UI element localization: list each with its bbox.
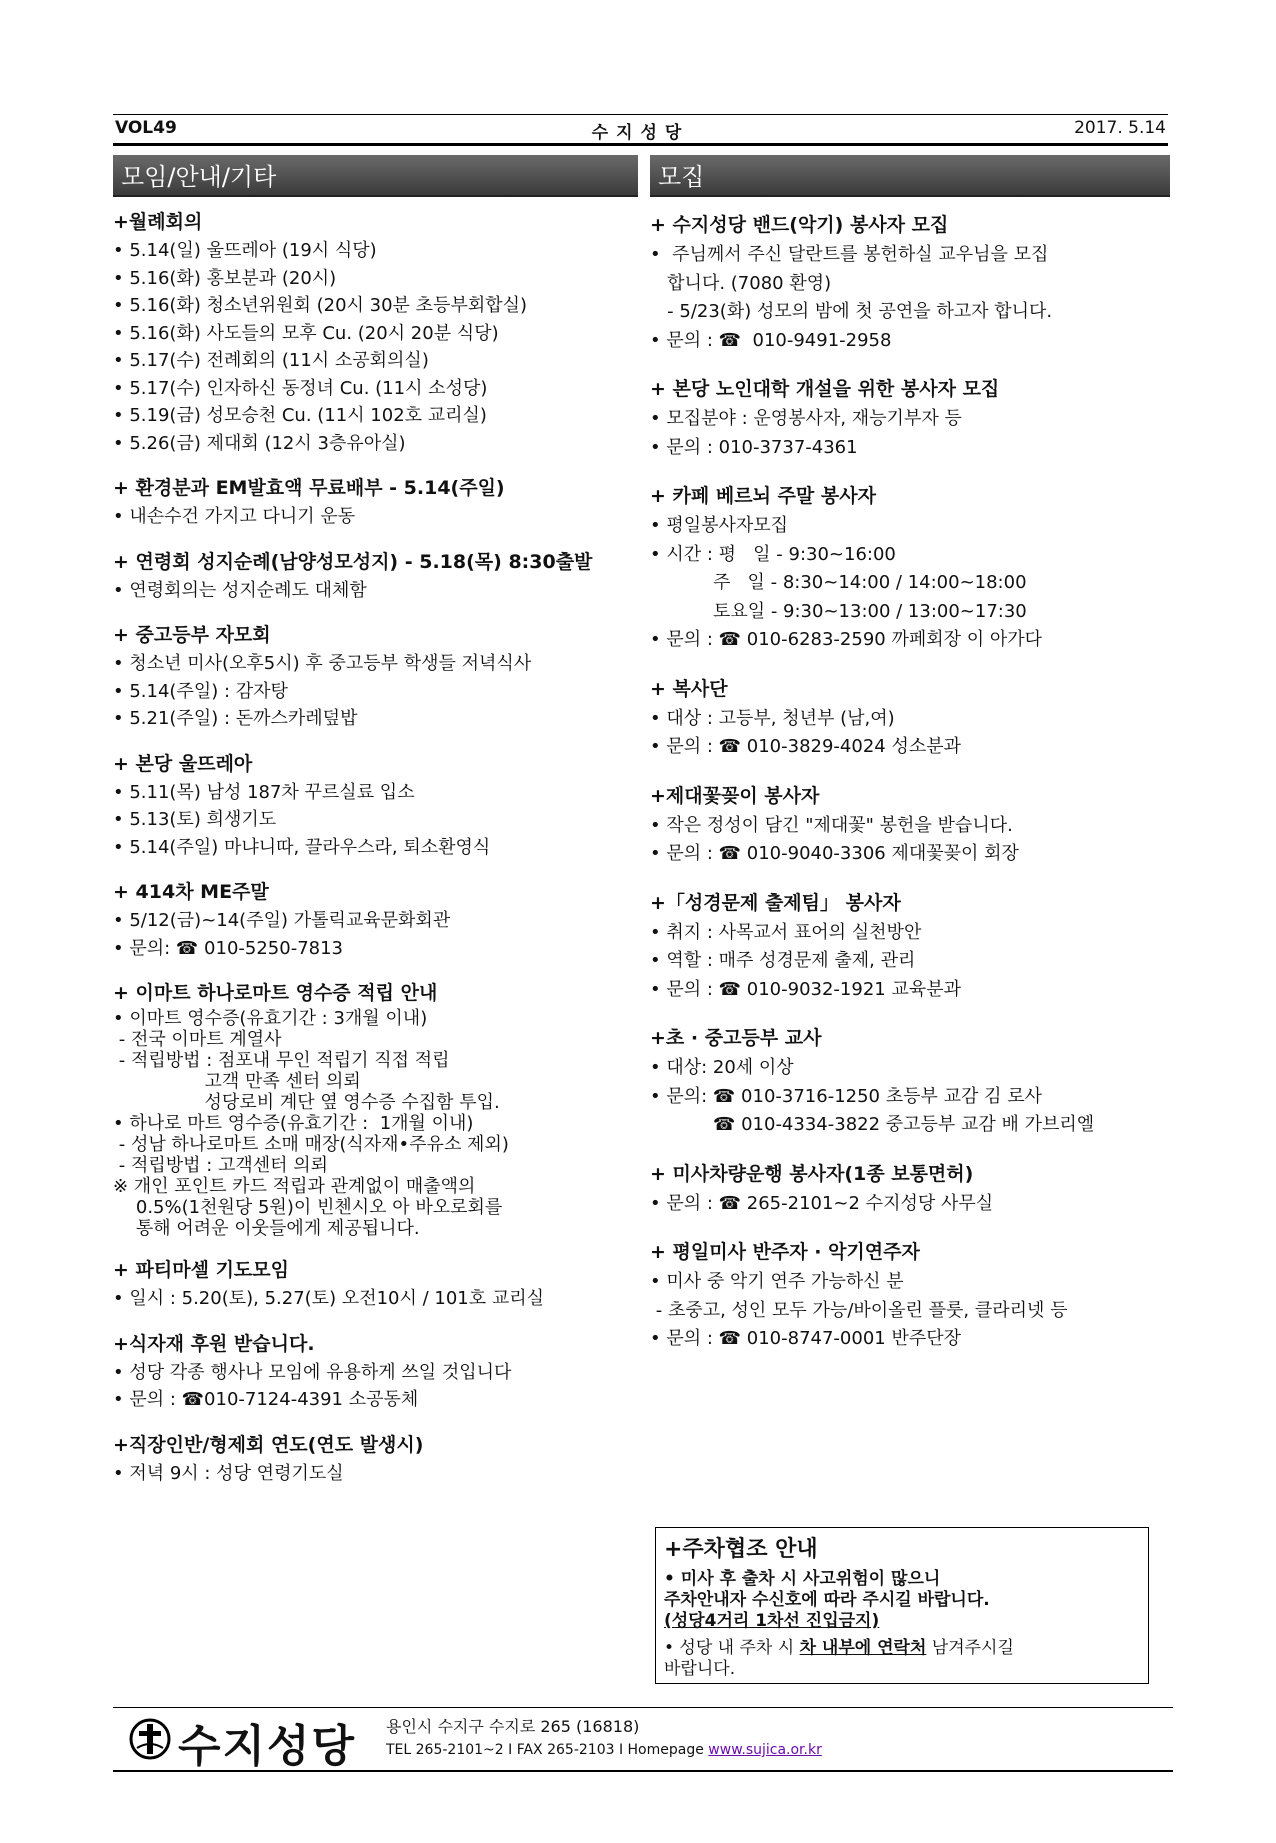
left-column-body — [113, 207, 638, 1487]
section-item: • 5.13(토) 희생기도 — [113, 809, 277, 830]
announcement-section — [113, 473, 638, 531]
section-title: + 카페 베르뇌 주말 봉사자 — [650, 485, 876, 507]
section-title: + 본당 노인대학 개설을 위한 봉사자 모집 — [650, 378, 1000, 400]
section-item: • 5.19(금) 성모승천 Cu. (11시 102호 교리실) — [113, 405, 487, 426]
section-item: 합니다. (7080 환영) — [650, 272, 832, 294]
announcement-section — [113, 978, 638, 1239]
church-address: 용인시 수지구 수지로 265 (16818) — [386, 1717, 640, 1736]
notice-text: 남겨주시길 — [926, 1638, 1014, 1658]
section-banner-recruitment: 모집 — [650, 155, 1170, 197]
section-item: • 5.17(수) 인자하신 동정녀 Cu. (11시 소성당) — [113, 377, 488, 399]
right-column-body — [650, 209, 1170, 1354]
section-item: • 5.16(화) 청소년위원회 (20시 30분 초등부회합실) — [113, 295, 528, 316]
section-item: • 문의 : ☎ 010-8747-0001 반주단장 — [650, 1328, 962, 1349]
section-title: + 평일미사 반주자 · 악기연주자 — [650, 1241, 920, 1263]
section-item: 고객 만족 센터 의뢰 — [113, 1071, 361, 1092]
announcement-section — [650, 887, 1170, 1005]
section-item: • 시간 : 평 일 - 9:30~16:00 — [650, 543, 896, 565]
section-item: • 5.26(금) 제대회 (12시 3층유아실) — [113, 432, 406, 454]
section-title: + 복사단 — [650, 677, 728, 700]
section-item: • 5.16(화) 홍보분과 (20시) — [113, 267, 337, 289]
section-item: - 초중고, 성인 모두 가능/바이올린 플룻, 클라리넷 등 — [650, 1299, 1068, 1321]
section-item: • 5.14(주일) : 감자탕 — [113, 680, 288, 702]
announcement-section — [113, 877, 638, 962]
section-item: - 5/23(화) 성모의 밤에 첫 공연을 하고자 합니다. — [650, 301, 1053, 322]
announcement-section — [113, 1329, 638, 1414]
church-logo-icon — [129, 1718, 171, 1760]
section-item: • 역할 : 매주 성경문제 출제, 관리 — [650, 950, 916, 971]
notice-line: (성당4거리 1차선 진입금지) — [664, 1611, 880, 1631]
right-column — [650, 155, 1170, 1354]
volume-label: VOL49 — [115, 118, 177, 138]
church-name-logo: 수지성당 — [178, 1721, 357, 1772]
parking-notice-title: +주차협조 안내 — [664, 1537, 818, 1562]
section-item: - 성남 하나로마트 소매 매장(식자재•주유소 제외) — [113, 1134, 509, 1155]
homepage-link[interactable]: www.sujica.or.kr — [708, 1742, 822, 1758]
section-item: - 전국 이마트 계열사 — [113, 1029, 282, 1050]
section-title: + 연령회 성지순례(남양성모성지) - 5.18(목) 8:30출발 — [113, 550, 593, 573]
section-title: +식자재 후원 받습니다. — [113, 1332, 315, 1355]
notice-line: 바랍니다. — [664, 1659, 736, 1679]
announcement-section — [113, 620, 638, 733]
announcement-section — [650, 1022, 1170, 1140]
announcement-section — [113, 1430, 638, 1488]
section-item: • 5.14(주일) 마냐니따, 끌라우스라, 퇴소환영식 — [113, 836, 491, 858]
contact-text: TEL 265-2101~2 I FAX 265-2103 I Homepage — [386, 1742, 709, 1758]
section-item: • 5.11(목) 남성 187차 꾸르실료 입소 — [113, 781, 415, 803]
section-item: 통해 어려운 이웃들에게 제공됩니다. — [113, 1218, 420, 1239]
section-title: + 수지성당 밴드(악기) 봉사자 모집 — [650, 214, 949, 236]
section-item: • 일시 : 5.20(토), 5.27(토) 오전10시 / 101호 교리실 — [113, 1288, 545, 1309]
section-item: • 문의: ☎ 010-3716-1250 초등부 교감 김 로사 — [650, 1085, 1042, 1107]
section-item: • 이마트 영수증(유효기간 : 3개월 이내) — [113, 1008, 428, 1029]
section-title: + 본당 울뜨레아 — [113, 752, 253, 775]
section-item: 토요일 - 9:30~13:00 / 13:00~17:30 — [650, 600, 1027, 622]
section-item: • 5/12(금)~14(주일) 가톨릭교육문화회관 — [113, 910, 451, 931]
section-title: + 파티마셀 기도모임 — [113, 1259, 289, 1281]
section-title: +「성경문제 출제팀」 봉사자 — [650, 891, 901, 914]
section-item: • 대상 : 고등부, 청년부 (남,여) — [650, 707, 895, 729]
section-item: • 취지 : 사목교서 표어의 실천방안 — [650, 921, 922, 943]
section-item: • 청소년 미사(오후5시) 후 중고등부 학생들 저녁식사 — [113, 653, 532, 674]
section-title: +직장인반/형제회 연도(연도 발생시) — [113, 1433, 424, 1456]
section-item: • 5.16(화) 사도들의 모후 Cu. (20시 20분 식당) — [113, 322, 499, 344]
notice-line: 주차안내자 수신호에 따라 주시길 바랍니다. — [664, 1590, 990, 1610]
notice-line: • 미사 후 출차 시 사고위험이 많으니 — [664, 1569, 941, 1589]
church-contact — [386, 1742, 822, 1758]
parking-notice-box — [655, 1527, 1149, 1684]
section-title: + 중고등부 자모회 — [113, 624, 271, 646]
bulletin-title: 수지성당 — [591, 123, 690, 143]
section-item: • 문의: ☎ 010-5250-7813 — [113, 937, 344, 959]
section-item: ☎ 010-4334-3822 중고등부 교감 배 가브리엘 — [650, 1114, 1095, 1135]
announcement-section — [113, 207, 638, 457]
section-item: 주 일 - 8:30~14:00 / 14:00~18:00 — [650, 572, 1027, 593]
page-footer — [113, 1707, 1173, 1772]
section-item: • 평일봉사자모집 — [650, 515, 789, 536]
section-item: - 적립방법 : 점포내 무인 적립기 직접 적립 — [113, 1050, 450, 1071]
notice-emphasis: 차 내부에 연락처 — [799, 1638, 927, 1658]
announcement-section — [113, 1255, 638, 1313]
section-item: • 문의 : ☎ 010-9491-2958 — [650, 329, 892, 351]
announcement-section — [650, 673, 1170, 762]
section-item: • 문의 : ☎010-7124-4391 소공동체 — [113, 1389, 419, 1410]
announcement-section — [650, 373, 1170, 462]
announcement-section — [113, 749, 638, 862]
section-item: • 문의 : ☎ 010-9040-3306 제대꽃꽂이 회장 — [650, 843, 1019, 864]
section-item: 성당로비 계단 옆 영수증 수집함 투입. — [113, 1092, 500, 1113]
section-banner-meetings: 모임/안내/기타 — [113, 155, 638, 197]
section-item: - 적립방법 : 고객센터 의뢰 — [113, 1155, 329, 1176]
section-item: • 문의 : ☎ 010-3829-4024 성소분과 — [650, 736, 962, 757]
section-item: • 하나로 마트 영수증(유효기간 : 1개월 이내) — [113, 1113, 474, 1134]
section-title: + 미사차량운행 봉사자(1종 보통면허) — [650, 1162, 974, 1185]
announcement-section — [650, 1236, 1170, 1354]
announcement-section — [650, 209, 1170, 355]
page-header — [113, 114, 1168, 146]
announcement-section — [650, 780, 1170, 869]
section-item: • 미사 중 악기 연주 가능하신 분 — [650, 1271, 904, 1292]
section-title: +월례회의 — [113, 211, 203, 233]
section-title: + 이마트 하나로마트 영수증 적립 안내 — [113, 982, 438, 1004]
section-title: + 환경분과 EM발효액 무료배부 - 5.14(주일) — [113, 477, 505, 499]
section-item: • 5.17(수) 전례회의 (11시 소공회의실) — [113, 350, 429, 371]
section-item: • 5.14(일) 울뜨레아 (19시 식당) — [113, 240, 377, 261]
section-title: +초 · 중고등부 교사 — [650, 1027, 822, 1049]
left-column — [113, 155, 638, 1487]
section-item: • 문의 : ☎ 010-6283-2590 까페회장 이 아가다 — [650, 629, 1042, 650]
section-title: + 414차 ME주말 — [113, 881, 269, 903]
announcement-section — [650, 480, 1170, 655]
section-item: • 성당 각종 행사나 모임에 유용하게 쓰일 것입니다 — [113, 1361, 512, 1383]
section-item: • 문의 : ☎ 010-9032-1921 교육분과 — [650, 978, 962, 1000]
section-item: • 문의 : 010-3737-4361 — [650, 436, 858, 458]
section-item: • 저녁 9시 : 성당 연령기도실 — [113, 1462, 344, 1484]
section-item: • 내손수건 가지고 다니기 운동 — [113, 506, 356, 527]
section-item: • 문의 : ☎ 265-2101~2 수지성당 사무실 — [650, 1192, 994, 1214]
issue-date: 2017. 5.14 — [1074, 118, 1166, 138]
section-item: 0.5%(1천원당 5원)이 빈첸시오 아 바오로회를 — [113, 1197, 503, 1218]
notice-line — [664, 1638, 1148, 1659]
announcement-section — [650, 1158, 1170, 1219]
section-item: • 주님께서 주신 달란트를 봉헌하실 교우님을 모집 — [650, 244, 1049, 265]
section-item: • 연령회의는 성지순례도 대체함 — [113, 579, 367, 601]
section-item: ※ 개인 포인트 카드 적립과 관계없이 매출액의 — [113, 1176, 476, 1197]
section-title: +제대꽃꽂이 봉사자 — [650, 784, 820, 807]
section-item: • 작은 정성이 담긴 "제대꽃" 봉헌을 받습니다. — [650, 814, 1013, 836]
section-item: • 대상: 20세 이상 — [650, 1057, 794, 1078]
section-item: • 모집분야 : 운영봉사자, 재능기부자 등 — [650, 408, 962, 429]
announcement-section — [113, 547, 638, 605]
section-item: • 5.21(주일) : 돈까스카레덮밥 — [113, 708, 358, 729]
notice-text: • 성당 내 주차 시 — [664, 1638, 800, 1658]
